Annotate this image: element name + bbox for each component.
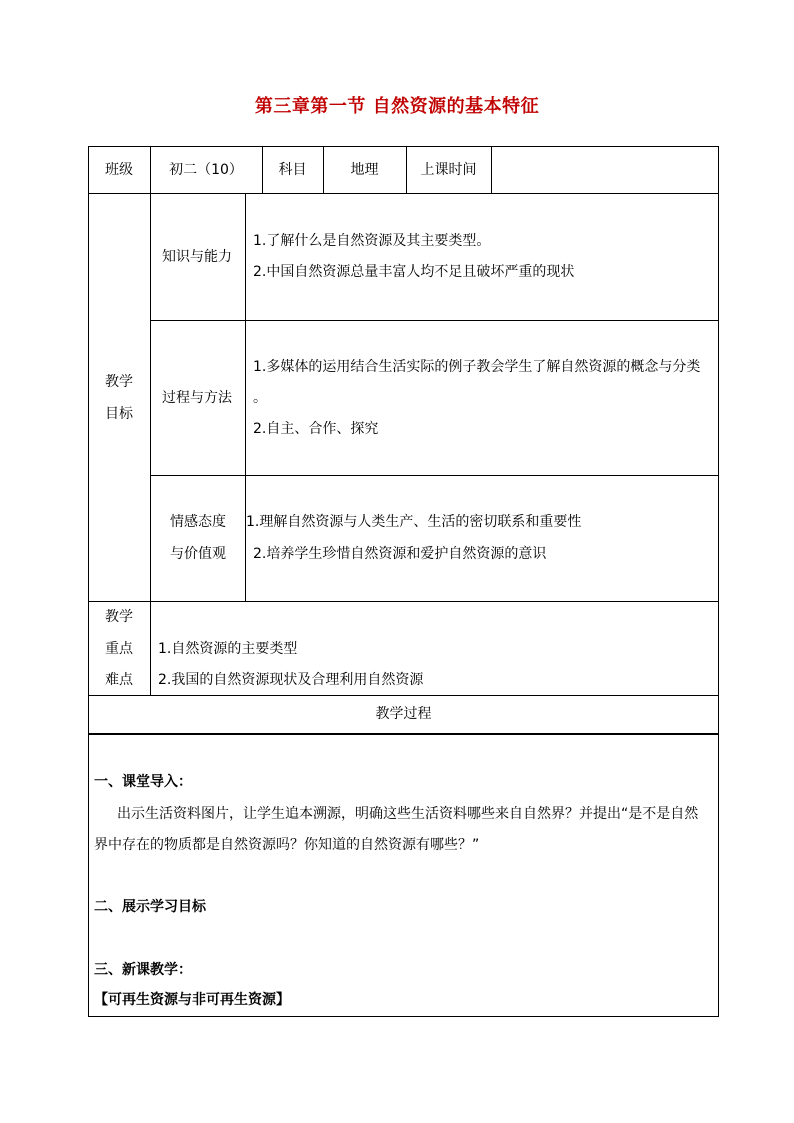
- emotion-line-1: 1.理解自然资源与人类生产、生活的密切联系和重要性: [246, 514, 582, 530]
- section1-line1: 出示生活资料图片，让学生追本溯源，明确这些生活资料哪些来自自然界？并提出“是不是自然: [117, 806, 699, 822]
- keypoints-label-line3: 难点: [105, 672, 133, 688]
- divider: [245, 193, 246, 601]
- goals-label-line2: 目标: [105, 406, 133, 422]
- goals-label-line1: 教学: [105, 374, 133, 390]
- knowledge-line-1: 1.了解什么是自然资源及其主要类型。: [253, 233, 491, 249]
- section3-subheading: 【可再生资源与非可再生资源】: [94, 992, 290, 1008]
- knowledge-line-2: 2.中国自然资源总量丰富人均不足且破坏严重的现状: [253, 264, 575, 280]
- divider: [150, 320, 719, 321]
- divider: [150, 475, 719, 476]
- process-header: 教学过程: [375, 706, 432, 722]
- divider: [88, 601, 719, 602]
- process-line-2: 。: [253, 390, 267, 406]
- time-value: [491, 146, 718, 193]
- emotion-line-2: 2.培养学生珍惜自然资源和爱护自然资源的意识: [253, 546, 547, 562]
- section2-heading: 二、展示学习目标: [94, 899, 206, 915]
- divider: [88, 193, 719, 194]
- keypoints-line-2: 2.我国的自然资源现状及合理利用自然资源: [158, 672, 424, 688]
- divider: [150, 601, 151, 695]
- emotion-label-line1: 情感态度: [170, 514, 226, 530]
- table-bottom-border: [88, 1016, 719, 1017]
- knowledge-label: 知识与能力: [162, 249, 232, 265]
- keypoints-label-line1: 教学: [105, 609, 133, 625]
- table-left-border: [88, 146, 89, 1017]
- keypoints-line-1: 1.自然资源的主要类型: [158, 641, 298, 657]
- divider: [88, 733, 719, 735]
- page-title: 第三章第一节 自然资源的基本特征: [254, 96, 540, 117]
- table-right-border: [718, 146, 719, 1017]
- time-label: 上课时间: [420, 161, 477, 178]
- section3-heading: 三、新课教学：: [94, 962, 192, 978]
- emotion-label-line2: 与价值观: [170, 546, 226, 562]
- process-line-1: 1.多媒体的运用结合生活实际的例子教会学生了解自然资源的概念与分类: [253, 359, 701, 375]
- section1-line2: 界中存在的物质都是自然资源吗？你知道的自然资源有哪些？”: [94, 837, 480, 853]
- process-line-3: 2.自主、合作、探究: [253, 421, 379, 437]
- divider: [150, 193, 151, 601]
- subject-label: 科目: [278, 161, 307, 178]
- class-value: 初二（10）: [169, 161, 243, 178]
- subject-value: 地理: [350, 161, 379, 178]
- process-label: 过程与方法: [162, 390, 232, 406]
- section1-heading: 一、课堂导入：: [94, 774, 192, 790]
- class-label: 班级: [105, 161, 133, 178]
- keypoints-label-line2: 重点: [105, 641, 133, 657]
